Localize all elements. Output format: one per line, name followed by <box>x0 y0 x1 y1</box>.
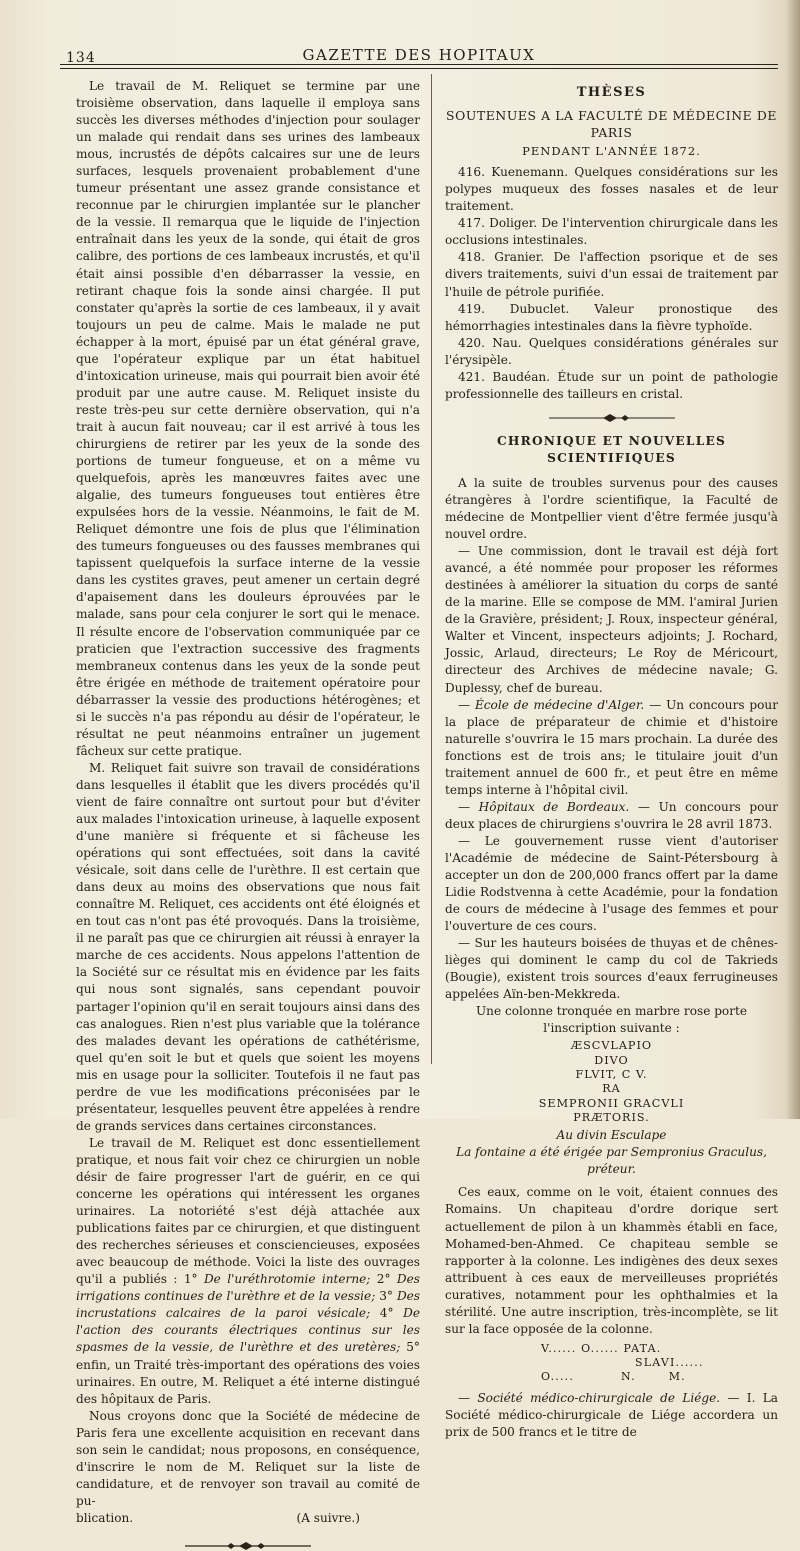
translation-line: Au divin Esculape <box>556 1128 667 1143</box>
news-paragraph: — Le gouvernement russe vient d'autoriser l'Académie de médecine de Saint-Pétersbourg à accepter un don de 200,000 francs offert par la dame Lidie Rodstvenna à cette Académie, pour la fondation de cours de médecine à l'usage des femmes et pour l'ouverture de ces cours. <box>445 833 778 934</box>
inscription-intro: Une colonne tronquée en marbre rose porte l'inscription suivante : <box>475 1004 748 1036</box>
news-paragraph <box>445 697 778 799</box>
thesis-item: 417. Doliger. De l'intervention chirurgicale dans les occlusions intestinales. <box>445 216 778 248</box>
inscription-line: RA <box>602 1082 621 1096</box>
theses-subtitle-year: PENDANT L'ANNÉE 1872. <box>522 144 701 159</box>
work-number: 4° <box>379 1306 394 1321</box>
chronique-title: CHRONIQUE ET NOUVELLES SCIENTIFIQUES <box>497 433 726 465</box>
theses-title: THÈSES <box>576 85 647 100</box>
thesis-item: 421. Baudéan. Étude sur un point de pathologie professionnelle des tailleurs en cristal. <box>445 369 778 401</box>
news-dash: — <box>458 697 471 712</box>
news-dash: — <box>458 799 471 814</box>
translation-line: La fontaine a été érigée par Sempronius Graculus, préteur. <box>456 1145 767 1177</box>
news-text: — Un concours pour deux places de chirurgiens s'ouvrira le 28 avril 1873. <box>445 799 778 831</box>
news-text: — Un concours pour la place de préparateur de chimie et d'histoire naturelle s'ouvrira le 15 mars prochain. La durée des fonctions est de trois ans; le titulaire jouit d'un traitement annuel de 600 fr., et peut être en même temps interne à l'hôpital civil. <box>445 697 778 797</box>
inscription-line: PRÆTORIS. <box>573 1110 650 1124</box>
inscription-line: SEMPRONII GRACVLI <box>538 1096 685 1110</box>
works-outro: 5° enfin, un Traité très-important des opérations des voies urinaires. En outre, M. Reliquet a été interne distingué des hôpitaux de Paris. <box>76 1340 420 1406</box>
news-paragraph: A la suite de troubles survenus pour des causes étrangères à l'ordre scientifique, la Faculté de médecine de Montpellier vient d'être fermée jusqu'à nouvel ordre. <box>445 475 778 542</box>
closing-word: blication. <box>76 1510 134 1525</box>
article-paragraph: M. Reliquet fait suivre son travail de considérations dans lesquelles il établit que les divers procédés qu'il vient de faire connaître ont surtout pour but d'éviter aux malades l'intoxication urineuse, à laquelle exposent d'une manière si fréquente et si fâcheuse les opérations qui sont effectuées, soit dans la cavité vésicale, soit dans celle de l'urèthre. Il est certain que dans deux au moins des observations que nous fait connaître M. Reliquet, ces accidents ont été éloignés et en tout cas n'ont pas été provoqués. Dans la troisième, il ne paraît pas que ce chirurgien ait réussi à enrayer la marche de ces accidents. Nous appelons l'attention de la Société sur ce résultat mis en évidence par les faits qui nous sont signalés, sans cependant pouvoir partager l'opinion qu'il en serait toujours ainsi dans des cas analogues. Rien n'est plus variable que la tolérance des malades devant les opérations de cathétérisme, quel qu'en soit le but et quels que soient les moyens mis en usage pour la solliciter. Toutefois il ne faut pas perdre de vue les modifications préconisées par le présentateur, lesquelles peuvent être appelées à rendre de grands services dans certaines circonstances. <box>76 760 420 1133</box>
work-title: Des irrigations continues de l'urèthre et de la vessie; <box>76 1272 420 1304</box>
work-number: 3° <box>379 1289 393 1304</box>
works-intro: Le travail de M. Reliquet est donc essentiellement pratique, et nous fait voir chez ce chirurgien un noble désir de faire progresser l'art de guérir, en ce qui concerne les opérations qui intéressent les organes urinaires. La notoriété s'est déjà attachée aux publications faites par ce chirurgien, et que distinguent des recherches sérieuses et consciencieuses, exposées avec beaucoup de méthode. Voici la liste des ouvrages qu'il a publiés : 1° <box>76 1135 420 1287</box>
thesis-item: 419. Dubuclet. Valeur pronostique des hémorrhagies intestinales dans la fièvre typhoïde. <box>445 301 778 333</box>
article-paragraph: Le travail de M. Reliquet se termine par une troisième observation, dans laquelle il employa sans succès les diverses méthodes d'injection pour soulager un malade qui rendait dans ses urines des lambeaux mous, incrustés de dépôts calcaires sur une de leurs surfaces, lesquels provenaient probablement d'une tumeur présentant une assez grande consistance et reconnue par le chirurgien implantée sur le plancher de la vessie. Il remarqua que le liquide de l'injection entraînait dans les yeux de la sonde, qui était de gros calibre, des portions de ces lambeaux incrustés, et qu'il était ainsi possible d'en débarrasser la vessie, en retirant chaque fois la sonde ainsi chargée. Il put constater qu'après la sortie de ces lambeaux, il y avait toujours un peu de calme. Mais le malade ne put échapper à la mort, épuisé par un état général grave, que l'opérateur explique par un état habituel d'intoxication urineuse, mais qui pourrait bien avoir été produit par une autre cause. M. Reliquet insiste du reste très-peu sur cette dernière observation, qui n'a trait à aucun fait nouveau; car il est arrivé à tous les chirurgiens de retirer par les yeux de la sonde des portions de tumeur fongueuse, et on a même vu quelquefois, après les manœuvres faites avec une algalie, des tumeurs fongueuses tout entières être expulsées hors de la vessie. Néanmoins, le fait de M. Reliquet démontre une fois de plus que l'élimination des tumeurs fongueuses ou des fausses membranes qui tapissent quelquefois la surface interne de la vessie dans les cystites graves, peut amener un certain degré d'apaisement dans les douleurs éprouvées par le malade, sans pour cela conjurer le sort qui le menace. Il résulte encore de l'observation communiquée par ce praticien que l'extraction successive des fragments membraneux contenus dans les yeux de la sonde peut être érigée en méthode de traitement opératoire pour débarrasser la vessie des productions hétérogènes; et si le succès n'a pas répondu au désir de l'opérateur, le résultat ne peut néanmoins entraîner un jugement fâcheux sur cette pratique. <box>76 79 420 758</box>
article-paragraph: Nous croyons donc que la Société de médecine de Paris fera une excellente acquisition en recevant dans son sein le candidat; nous proposons, en conséquence, d'inscrire le nom de M. Reliquet sur la liste de candidature, et de renvoyer son travail au comité de pu- <box>76 1408 420 1508</box>
inscription-translation <box>445 1127 778 1178</box>
fragment-line: O..... N. M. <box>541 1369 686 1383</box>
fragment-line: SLAVI...... <box>635 1355 704 1369</box>
header-rule-thick <box>60 64 778 65</box>
news-lead: Hôpitaux de Bordeaux. <box>478 799 630 814</box>
news-dash: — <box>458 1390 471 1405</box>
right-column <box>445 80 778 1441</box>
inscription-line: DIVO <box>594 1053 629 1067</box>
theses-subtitle: SOUTENUES A LA FACULTÉ DE MÉDECINE DE PARIS <box>445 108 778 141</box>
work-title: De l'action des courants électriques continus sur les spasmes de la vessie, de l'urèthre et des uretères; <box>76 1306 420 1355</box>
news-paragraph: Ces eaux, comme on le voit, étaient connues des Romains. Un chapiteau d'ordre dorique sert actuellement de pilon à un khammès établi en face, Mohamed-ben-Ahmed. Ce chapiteau semble se rapporter à la colonne. Les indigènes des deux sexes attribuent à ces eaux de merveilleuses propriétés curatives, notamment pour les ophthalmies et la stérilité. Une autre inscription, très-incomplète, se lit sur la face opposée de la colonne. <box>445 1185 778 1336</box>
news-paragraph: — Sur les hauteurs boisées de thuyas et de chênes-lièges qui dominent le camp du col de Takrieds (Bougie), existent trois sources d'eaux ferrugineuses appelées Aïn-ben-Mekkreda. <box>445 936 778 1002</box>
page-header <box>60 44 778 66</box>
thesis-item: 420. Nau. Quelques considérations générales sur l'érysipèle. <box>445 335 778 367</box>
column-divider <box>431 74 432 1064</box>
thesis-item: 418. Granier. De l'affection psorique et de ses divers traitements, suivi d'un essai de traitement par l'huile de pétrole purifiée. <box>445 250 778 299</box>
news-paragraph <box>445 1390 778 1441</box>
page-edge-shadow <box>786 0 800 1119</box>
header-rule-thin <box>60 68 778 69</box>
left-column <box>76 78 420 1551</box>
news-paragraph <box>445 799 778 833</box>
news-lead: Société médico-chirurgicale de Liége. <box>477 1390 721 1405</box>
news-text: — I. La Société médico-chirurgicale de Liége accordera un prix de 500 francs et le titre de <box>445 1390 778 1439</box>
work-number: 2° <box>376 1272 391 1287</box>
work-title: De l'uréthrotomie interne; <box>203 1272 371 1287</box>
to-be-continued: (A suivre.) <box>296 1510 360 1525</box>
inscription-line: ÆSCVLAPIO <box>570 1039 653 1053</box>
journal-title: GAZETTE DES HOPITAUX <box>302 46 536 64</box>
inscription-line: FLVIT, C V. <box>575 1068 648 1082</box>
work-title: Des incrustations calcaires de la paroi vésicale; <box>76 1289 420 1321</box>
closing-line <box>76 1510 420 1527</box>
fragment-line: V...... O...... PATA. <box>541 1341 662 1355</box>
article-paragraph-works <box>76 1135 420 1408</box>
news-lead: École de médecine d'Alger. <box>474 697 645 712</box>
news-paragraph: — Une commission, dont le travail est déjà fort avancé, a été nommée pour proposer les réformes destinées à améliorer la situation du corps de santé de la marine. Elle se compose de MM. l'amiral Jurien de la Gravière, président; J. Roux, inspecteur général, Walter et Vincent, inspecteurs adjoints; J. Rochard, Jossic, Arlaud, directeurs; Le Roy de Méricourt, directeur des Archives de médecine navale; G. Duplessy, chef de bureau. <box>445 544 778 695</box>
thesis-item: 416. Kuenemann. Quelques considérations sur les polypes muqueux des fosses nasales et de leur traitement. <box>445 165 778 214</box>
latin-inscription <box>445 1039 778 1125</box>
section-end-ornament <box>183 1541 313 1551</box>
page-number: 134 <box>66 50 96 66</box>
section-separator-ornament <box>547 413 677 423</box>
fragment-inscription <box>445 1342 778 1384</box>
